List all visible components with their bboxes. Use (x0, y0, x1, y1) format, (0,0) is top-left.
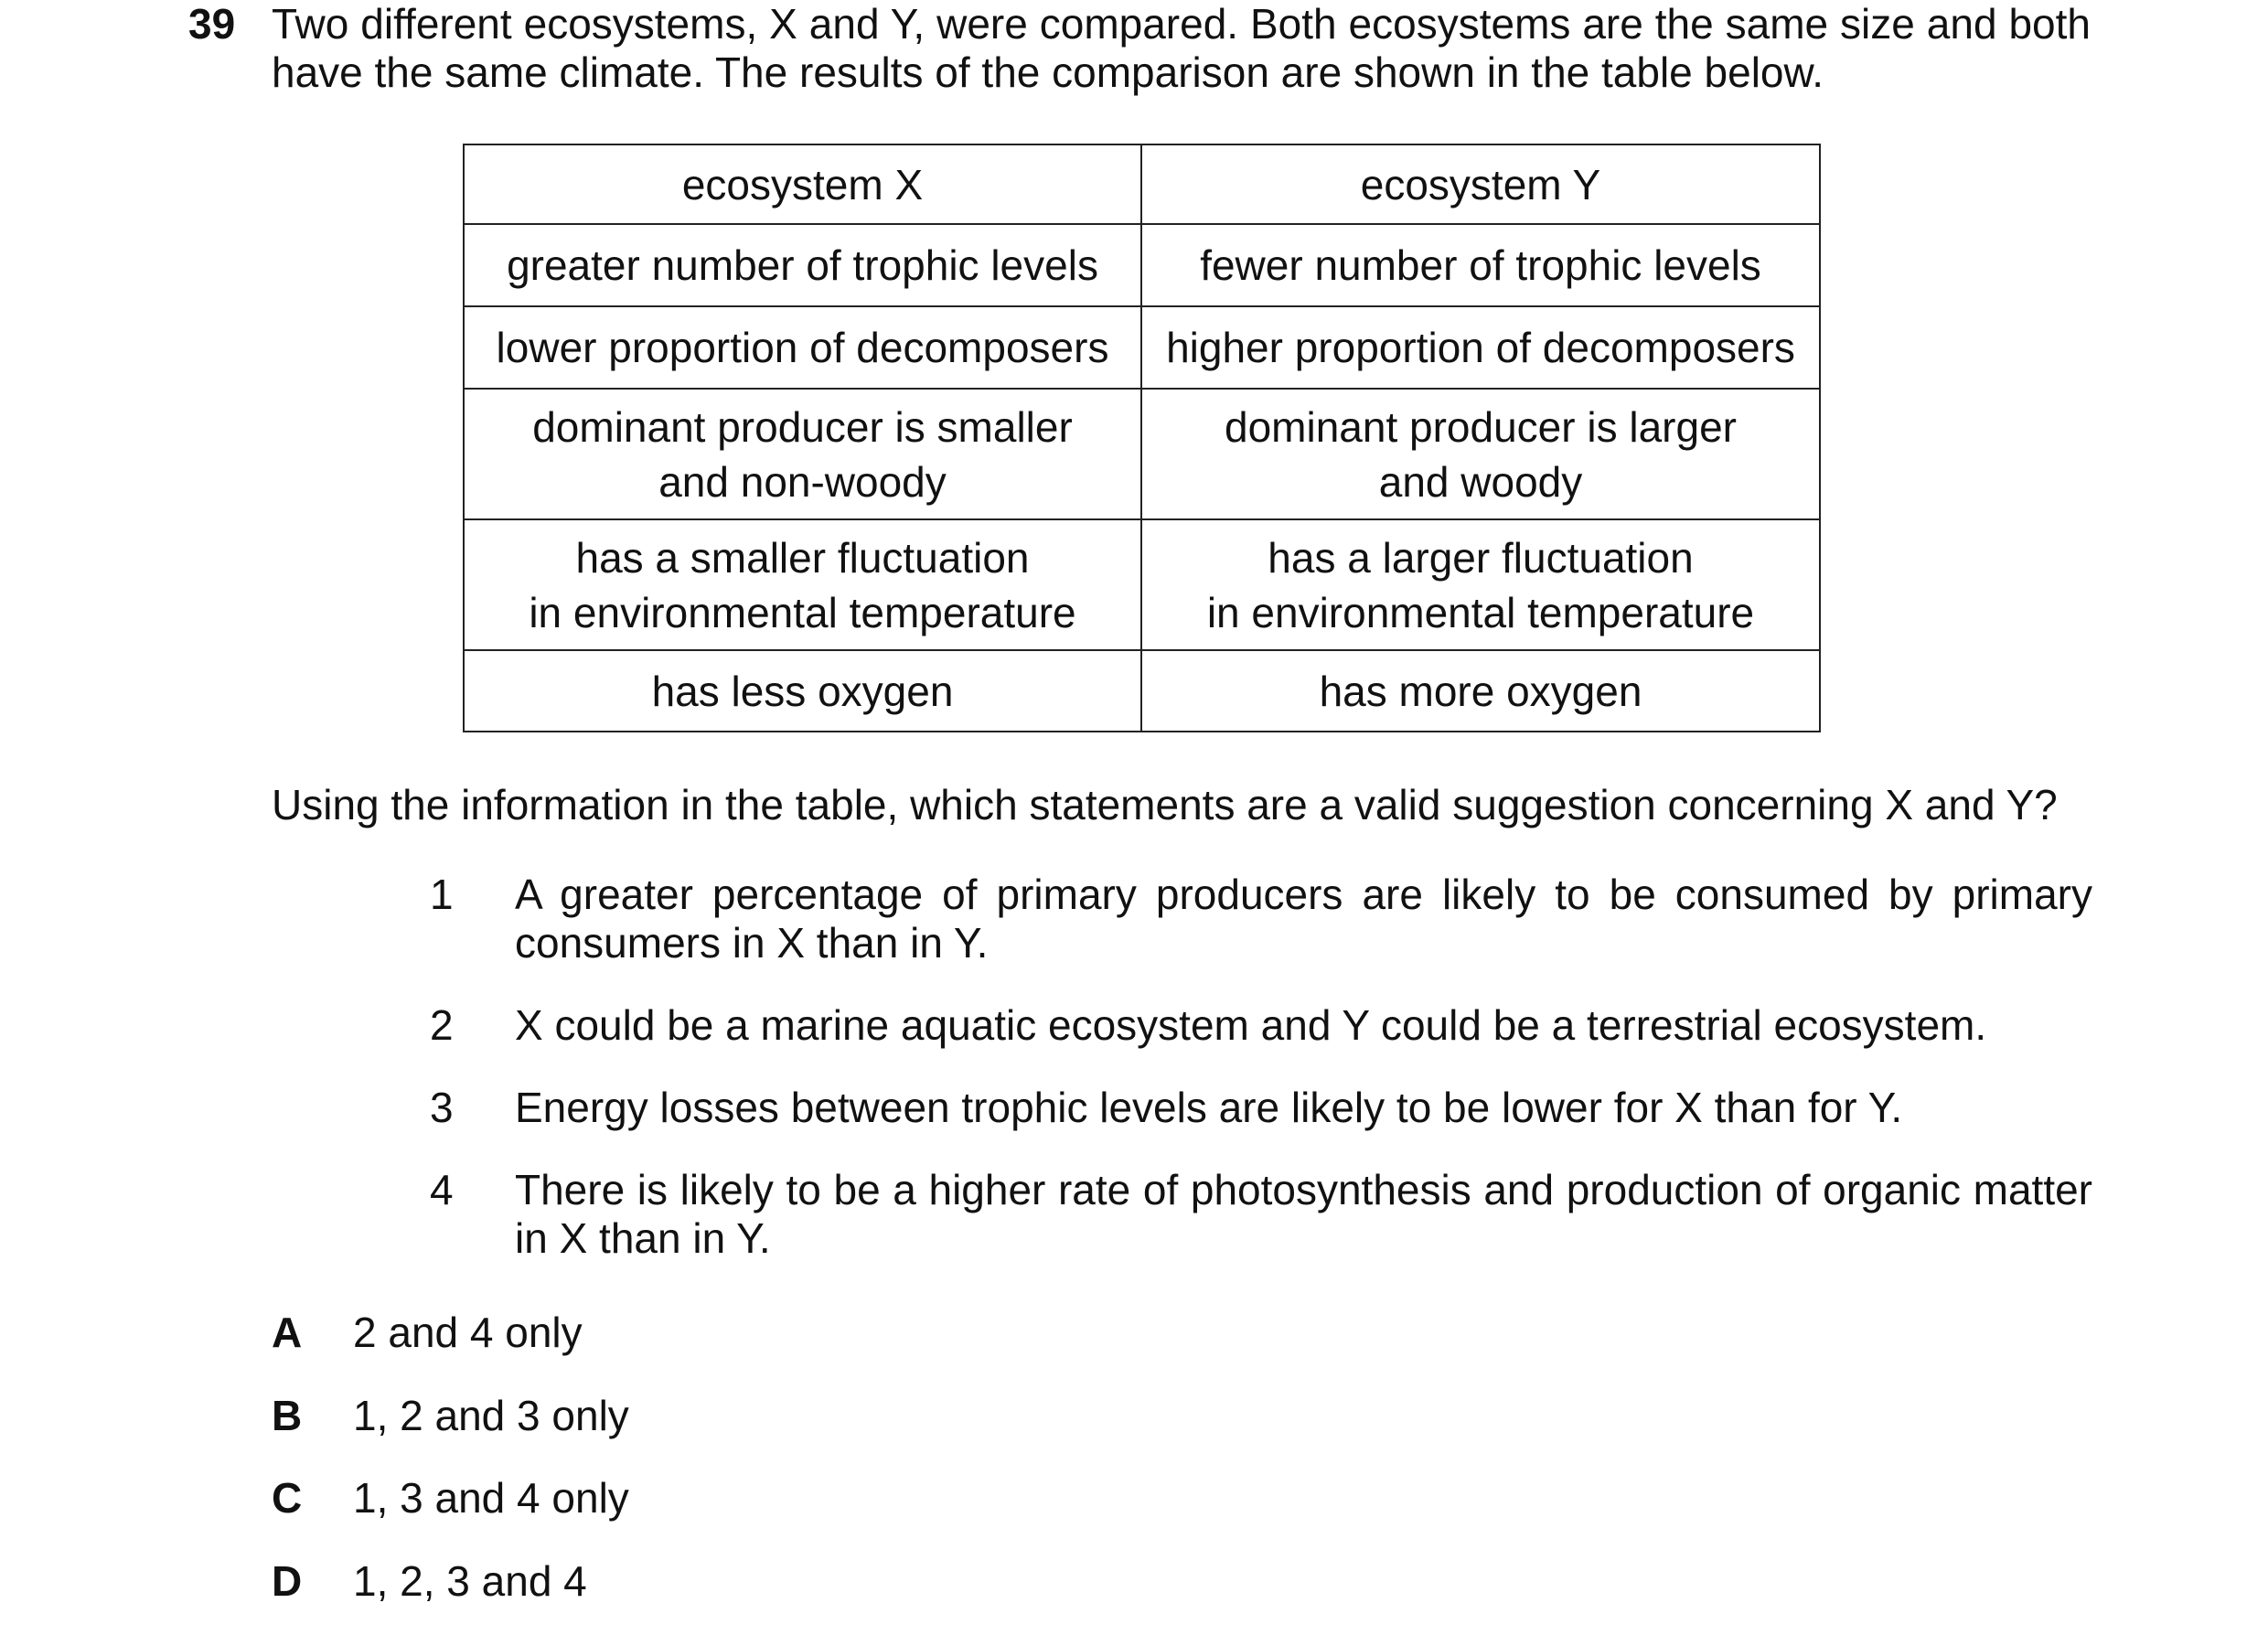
option-text: 2 and 4 only (353, 1309, 583, 1356)
table-cell-x (464, 519, 1141, 650)
question-stem: Using the information in the table, which statements are a valid suggestion concerning X and Y? (272, 781, 2058, 828)
table-cell-y (1141, 650, 1820, 732)
cell-line: dominant producer is larger (1225, 402, 1737, 451)
statement-text: Energy losses between trophic levels are likely to be lower for X than for Y. (515, 1084, 1903, 1131)
cell-line: lower proportion of decomposers (496, 324, 1109, 371)
cell-line: in environmental temperature (1206, 588, 1755, 636)
table-row (464, 519, 1820, 650)
table-cell-x (464, 224, 1141, 306)
statement-text: There is likely to be a higher rate of photosynthesis and production of organic matter in X than in Y. (515, 1166, 2092, 1262)
table-cell-y (1141, 306, 1820, 389)
table-row (464, 650, 1820, 732)
statement-number: 1 (430, 871, 454, 918)
cell-line: and non-woody (658, 457, 947, 506)
option-letter: B (272, 1392, 303, 1439)
cell-line: fewer number of trophic levels (1200, 241, 1761, 289)
cell-line: dominant producer is smaller (532, 402, 1073, 451)
cell-line: higher proportion of decomposers (1166, 324, 1795, 371)
option-letter: A (272, 1309, 303, 1356)
cell-line: has less oxygen (651, 667, 954, 715)
cell-line: has a smaller fluctuation (575, 533, 1030, 582)
statement-text: A greater percentage of primary producers are likely to be consumed by primary consumers in X than in Y. (515, 871, 2092, 967)
cell-line: has more oxygen (1319, 667, 1642, 715)
table-row (464, 224, 1820, 306)
table-header-y: ecosystem Y (1141, 144, 1820, 224)
table-cell-x (464, 650, 1141, 732)
table-cell-y (1141, 519, 1820, 650)
option-letter: C (272, 1474, 303, 1522)
statement-number: 2 (430, 1001, 454, 1049)
table-cell-x (464, 389, 1141, 519)
statement-text: X could be a marine aquatic ecosystem and Y could be a terrestrial ecosystem. (515, 1001, 1987, 1049)
table-cell-y (1141, 224, 1820, 306)
cell-line: and woody (1378, 457, 1583, 506)
statement-number: 4 (430, 1166, 454, 1213)
table-row (464, 306, 1820, 389)
table-row (464, 389, 1820, 519)
question-intro: Two different ecosystems, X and Y, were compared. Both ecosystems are the same size and both have the same climate. The results of the comparison are shown in the table below. (272, 0, 2091, 96)
question-number: 39 (188, 0, 236, 48)
cell-line: has a larger fluctuation (1268, 533, 1694, 582)
cell-line: greater number of trophic levels (507, 241, 1098, 289)
option-text: 1, 3 and 4 only (353, 1474, 629, 1522)
option-letter: D (272, 1557, 303, 1605)
table-cell-y (1141, 389, 1820, 519)
comparison-table (463, 144, 1821, 732)
table-header-row (464, 144, 1820, 224)
option-text: 1, 2 and 3 only (353, 1392, 629, 1439)
cell-line: in environmental temperature (529, 588, 1076, 636)
statement-number: 3 (430, 1084, 454, 1131)
table-cell-x (464, 306, 1141, 389)
table-header-x: ecosystem X (464, 144, 1141, 224)
option-text: 1, 2, 3 and 4 (353, 1557, 587, 1605)
